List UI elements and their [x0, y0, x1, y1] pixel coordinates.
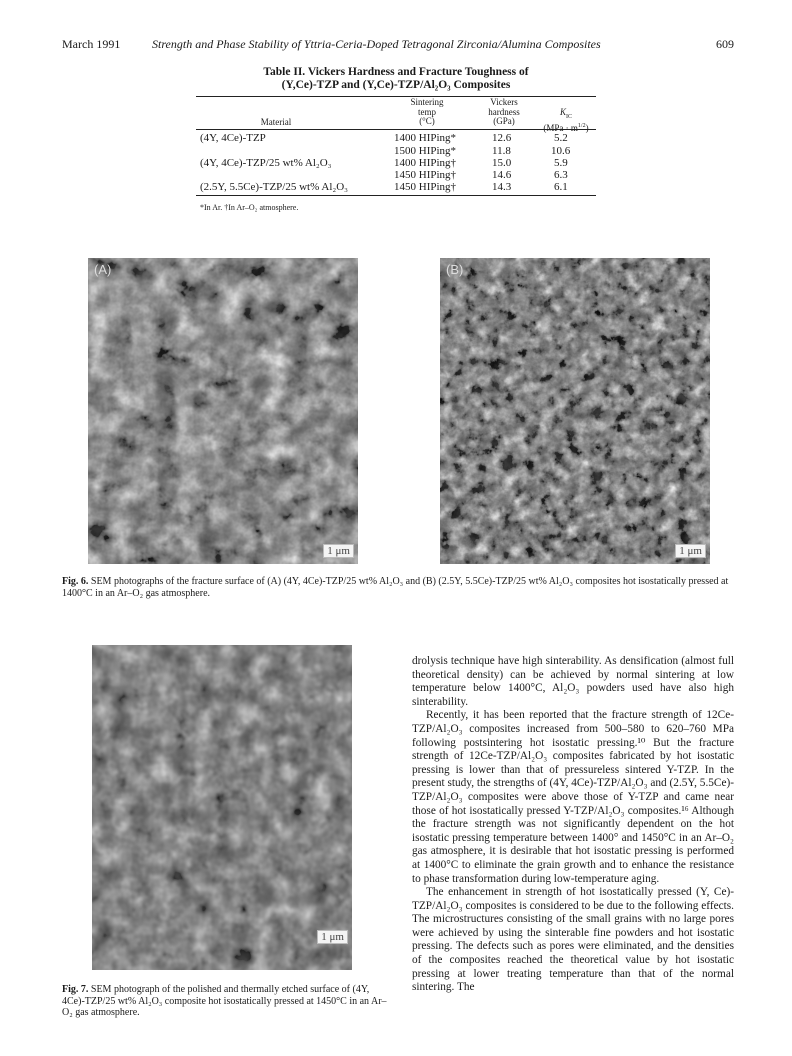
row2-kic: 10.6: [551, 145, 571, 157]
figure7-caption: [62, 984, 392, 1019]
header-kic: $K_{IC}$ $(MPa \cdot m^{1/2})$: [543, 107, 589, 134]
row5-hardness: 14.3: [492, 181, 512, 193]
sem-photo-a: [88, 258, 358, 564]
paragraph-3: The enhancement in strength of hot isostatically pressed (Y, Ce)-TZP/Al₂O₃ composites is considered to be due to the following effects. The microstructures consisting of the small grains with no large pores were achieved by using the sinterable fine powders and hot isostatic pressing. The defects such as pores were eliminated, and the densities of the composites reached the theoretical value by hot isostatic pressing at lower treating temperature than that of the normal sintering. The: [412, 886, 734, 994]
table-top-rule: [196, 96, 596, 97]
figure6-label: Fig. 6.: [62, 576, 89, 587]
panel-label-a: (A): [94, 262, 112, 277]
running-head: [62, 37, 734, 55]
sem-photo-fig7: [92, 645, 352, 970]
row1-material: (4Y, 4Ce)-TZP: [200, 132, 266, 144]
figure6-caption-text: SEM photographs of the fracture surface of (A) (4Y, 4Ce)-TZP/25 wt% Al₂O₃ and (B) (2.5Y, 5.5Ce)-TZP/25 wt% Al₂O₃ composites hot isostatically pressed at 1400°C in an Ar–O₂ gas atmosphere.: [62, 576, 729, 599]
row4-kic: 6.3: [554, 169, 568, 181]
running-title: Strength and Phase Stability of Yttria-Ceria-Doped Tetragonal Zirconia/Alumina Composites: [152, 37, 601, 51]
scale-bar-b: 1 μm: [675, 544, 706, 558]
row3-hardness: 15.0: [492, 157, 512, 169]
row1-sintering: 1400 HIPing*: [394, 132, 457, 144]
row4-sintering: 1450 HIPing†: [394, 169, 457, 181]
sem-texture-b: [440, 258, 710, 564]
issue-date: March 1991: [62, 37, 121, 51]
header-material: Material: [260, 117, 292, 127]
sem-photo-b: [440, 258, 710, 564]
row1-hardness: 12.6: [492, 132, 512, 144]
body-text-column: [412, 655, 734, 995]
table-footnote: *In Ar. †In Ar–O₂ atmosphere.: [200, 203, 299, 212]
sem-texture-a: [88, 258, 358, 564]
table-title-line2: (Y,Ce)-TZP and (Y,Ce)-TZP/Al₂O₃ Composites: [281, 79, 511, 91]
panel-label-b: (B): [446, 262, 464, 277]
row3-sintering: 1400 HIPing†: [394, 157, 457, 169]
scale-bar-fig7: 1 μm: [317, 930, 348, 944]
row2-sintering: 1500 HIPing*: [394, 145, 457, 157]
figure6-caption: [62, 576, 734, 600]
row3-material: (4Y, 4Ce)-TZP/25 wt% Al₂O₃: [200, 157, 332, 169]
row5-kic: 6.1: [554, 181, 568, 193]
figure7-caption-text: SEM photograph of the polished and thermally etched surface of (4Y, 4Ce)-TZP/25 wt% Al₂O₃ composite hot isostatically pressed at 1450°C in an Ar–O₂ gas atmosphere.: [62, 984, 387, 1018]
sem-texture-fig7: [92, 645, 352, 970]
page-number: 609: [716, 37, 734, 51]
data-table: [196, 96, 596, 206]
table-title: [196, 66, 596, 92]
row1-kic: 5.2: [554, 132, 568, 144]
paragraph-2: Recently, it has been reported that the fracture strength of 12Ce-TZP/Al₂O₃ composites increased from 500–580 to 620–760 MPa following postsintering hot isostatic pressing.¹⁰ But the fracture strength of 12Ce-TZP/Al₂O₃ composites fabricated by hot isostatic pressing is lower than that of pressureless sintered Y-TZP. In the present study, the strengths of (4Y, 4Ce)-TZP/Al₂O₃ and (2.5Y, 5.5Ce)-TZP/Al₂O₃ composites were above those of Y-TZP and came near those of hot isostatically pressed Y-TZP/Al₂O₃ composites.¹⁶ Although the fracture strength was not significantly dependent on the hot isostatic pressing temperature between 1400° and 1450°C in an Ar–O₂ gas atmosphere, it is desirable that hot isostatic pressing is performed at 1400°C to eliminate the grain growth and to enhance the resistance to phase transformation during low-temperature aging.: [412, 709, 734, 885]
table-bottom-rule: [196, 195, 596, 196]
table-header-rule: [196, 129, 596, 130]
row4-hardness: 14.6: [492, 169, 512, 181]
figure7-label: Fig. 7.: [62, 984, 89, 995]
header-hardness: Vickers hardness (GPa): [488, 97, 520, 126]
table-title-line1: Table II. Vickers Hardness and Fracture Toughness of: [263, 66, 529, 78]
header-sintering: Sintering temp (°C): [410, 97, 444, 126]
row2-hardness: 11.8: [492, 145, 511, 157]
scale-bar-a: 1 μm: [323, 544, 354, 558]
row5-sintering: 1450 HIPing†: [394, 181, 457, 193]
paragraph-1: drolysis technique have high sinterability. As densification (almost full theoretical density) can be achieved by normal sintering at low temperature below 1400°C, Al₂O₃ powders used have also high sinterability.: [412, 655, 734, 708]
row3-kic: 5.9: [554, 157, 568, 169]
row5-material: (2.5Y, 5.5Ce)-TZP/25 wt% Al₂O₃: [200, 181, 349, 193]
